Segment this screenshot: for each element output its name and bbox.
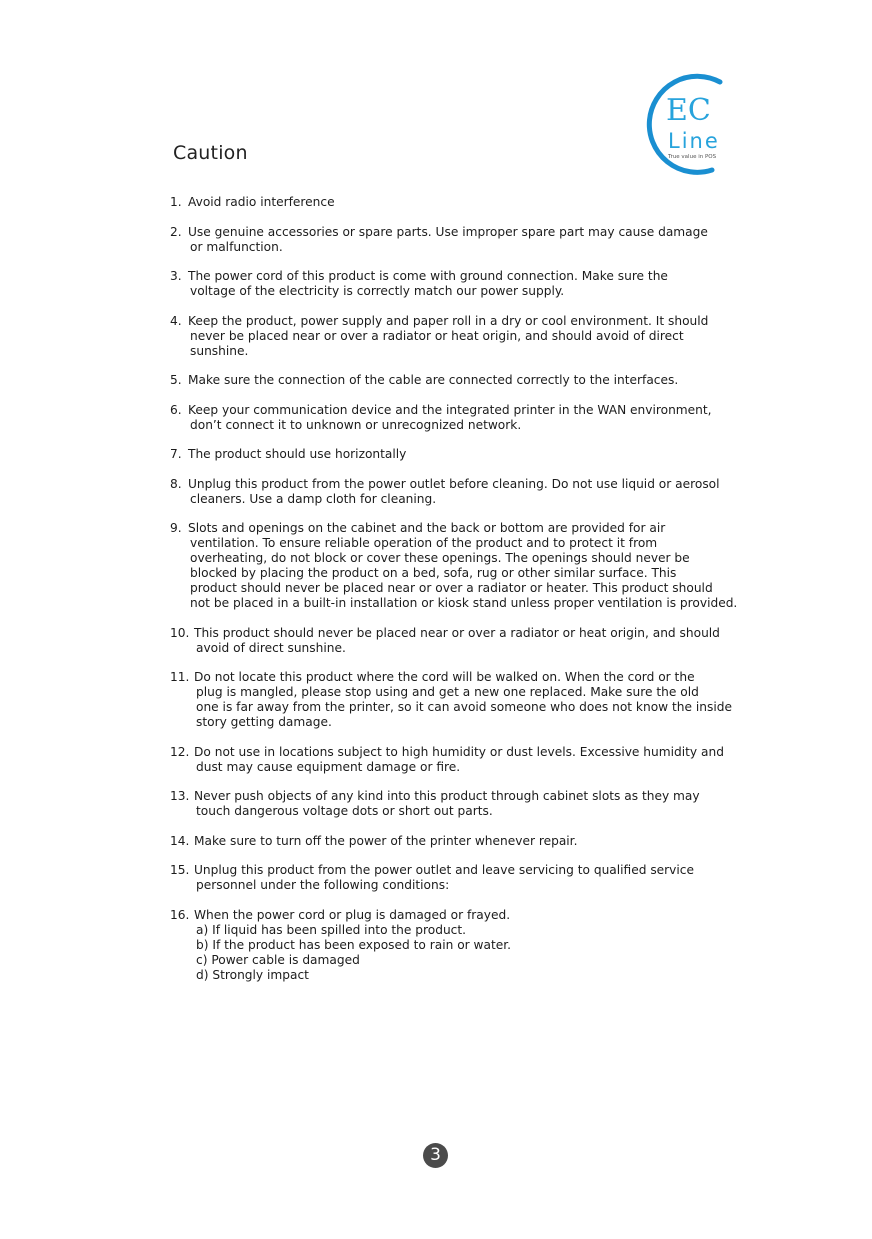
item-text — [188, 373, 730, 388]
item-line: not be placed in a built-in installation or kiosk stand unless proper ventilation is provided. — [190, 596, 738, 610]
item-number: 4. — [170, 313, 182, 328]
item-number: 16. — [170, 907, 190, 922]
item-text — [194, 670, 732, 730]
item-line: Make sure to turn off the power of the printer whenever repair. — [194, 833, 578, 848]
item-text — [188, 521, 737, 611]
caution-list — [170, 195, 738, 997]
item-line: Do not use in locations subject to high humidity or dust levels. Excessive humidity and — [194, 744, 724, 759]
item-line: Keep the product, power supply and paper roll in a dry or cool environment. It should — [188, 313, 709, 328]
item-line: The power cord of this product is come with ground connection. Make sure the — [188, 269, 668, 283]
caution-item — [170, 908, 730, 983]
item-number: 3. — [170, 269, 182, 283]
item-text — [194, 863, 730, 893]
item-line: don’t connect it to unknown or unrecognized network. — [190, 417, 522, 432]
item-number: 11. — [170, 670, 190, 684]
item-text — [188, 195, 730, 210]
item-line: never be placed near or over a radiator or heat origin, and should avoid of direct — [190, 328, 684, 343]
item-number: 9. — [170, 521, 182, 535]
item-text — [188, 269, 730, 299]
logo-ec-text: EC — [666, 93, 711, 128]
item-line: voltage of the electricity is correctly match our power supply. — [190, 284, 565, 298]
item-text — [188, 225, 730, 255]
item-text — [194, 745, 730, 775]
item-line: Never push objects of any kind into this product through cabinet slots as they may — [194, 789, 700, 803]
item-subline: c) Power cable is damaged — [196, 952, 360, 967]
item-line: Use genuine accessories or spare parts. Use improper spare part may cause damage — [188, 224, 708, 239]
caution-item — [170, 195, 730, 210]
caution-item — [170, 834, 730, 849]
item-line: personnel under the following conditions: — [196, 878, 450, 892]
caution-item — [170, 745, 730, 775]
item-line: ventilation. To ensure reliable operation of the product and to protect it from — [190, 536, 658, 550]
caution-item — [170, 403, 730, 433]
item-line: Do not locate this product where the cord will be walked on. When the cord or the — [194, 670, 695, 684]
item-line: touch dangerous voltage dots or short out parts. — [196, 804, 493, 818]
caution-item — [170, 863, 730, 893]
item-line: Unplug this product from the power outlet and leave servicing to qualified service — [194, 863, 694, 877]
item-line: plug is mangled, please stop using and get a new one replaced. Make sure the old — [196, 685, 699, 699]
item-line: story getting damage. — [196, 715, 332, 729]
item-text — [188, 314, 730, 359]
item-line: cleaners. Use a damp cloth for cleaning. — [190, 491, 437, 506]
logo-line-text: Line — [668, 129, 720, 153]
item-number: 15. — [170, 863, 190, 877]
item-line: Make sure the connection of the cable are connected correctly to the interfaces. — [188, 373, 679, 387]
item-number: 12. — [170, 744, 190, 759]
caution-item — [170, 225, 730, 255]
item-line: dust may cause equipment damage or fire. — [196, 759, 461, 774]
item-line: avoid of direct sunshine. — [196, 640, 346, 655]
caution-item — [170, 521, 738, 611]
caution-item — [170, 269, 730, 299]
item-number: 7. — [170, 447, 182, 461]
caution-item — [170, 373, 730, 388]
item-number: 10. — [170, 625, 190, 640]
item-line: blocked by placing the product on a bed, sofa, rug or other similar surface. This — [190, 566, 677, 580]
item-number: 14. — [170, 833, 190, 848]
item-number: 2. — [170, 224, 182, 239]
item-line: Keep your communication device and the integrated printer in the WAN environment, — [188, 402, 712, 417]
item-line: When the power cord or plug is damaged or frayed. — [194, 907, 511, 922]
item-line: Unplug this product from the power outlet before cleaning. Do not use liquid or aerosol — [188, 476, 720, 491]
item-line: product should never be placed near or over a radiator or heater. This product should — [190, 581, 713, 595]
item-number: 5. — [170, 373, 182, 387]
logo-tagline: True value in POS — [668, 154, 717, 160]
item-number: 6. — [170, 402, 182, 417]
item-line: The product should use horizontally — [188, 447, 407, 461]
caution-item — [170, 314, 730, 359]
item-text — [194, 908, 730, 983]
item-number: 8. — [170, 476, 182, 491]
item-text — [194, 626, 730, 656]
item-number: 1. — [170, 195, 182, 209]
caution-item — [170, 626, 730, 656]
page-number: 3 — [423, 1143, 448, 1168]
item-subline: d) Strongly impact — [196, 967, 309, 982]
item-line: sunshine. — [190, 343, 249, 358]
page-title: Caution — [173, 142, 248, 164]
item-text — [194, 789, 730, 819]
item-text — [194, 834, 730, 849]
caution-item — [170, 447, 730, 462]
item-subline: a) If liquid has been spilled into the product. — [196, 922, 467, 937]
item-line: This product should never be placed near or over a radiator or heat origin, and should — [194, 625, 720, 640]
item-line: Slots and openings on the cabinet and the back or bottom are provided for air — [188, 521, 666, 535]
item-subline: b) If the product has been exposed to rain or water. — [196, 937, 512, 952]
item-text — [188, 403, 730, 433]
caution-item — [170, 789, 730, 819]
ec-line-logo — [628, 72, 736, 180]
item-line: or malfunction. — [190, 239, 283, 254]
item-text — [188, 447, 730, 462]
caution-item — [170, 670, 730, 730]
item-number: 13. — [170, 789, 190, 803]
item-line: one is far away from the printer, so it can avoid someone who does not know the inside — [196, 700, 732, 714]
item-text — [188, 477, 730, 507]
item-line: overheating, do not block or cover these openings. The openings should never be — [190, 551, 690, 565]
item-line: Avoid radio interference — [188, 195, 335, 209]
caution-item — [170, 477, 730, 507]
